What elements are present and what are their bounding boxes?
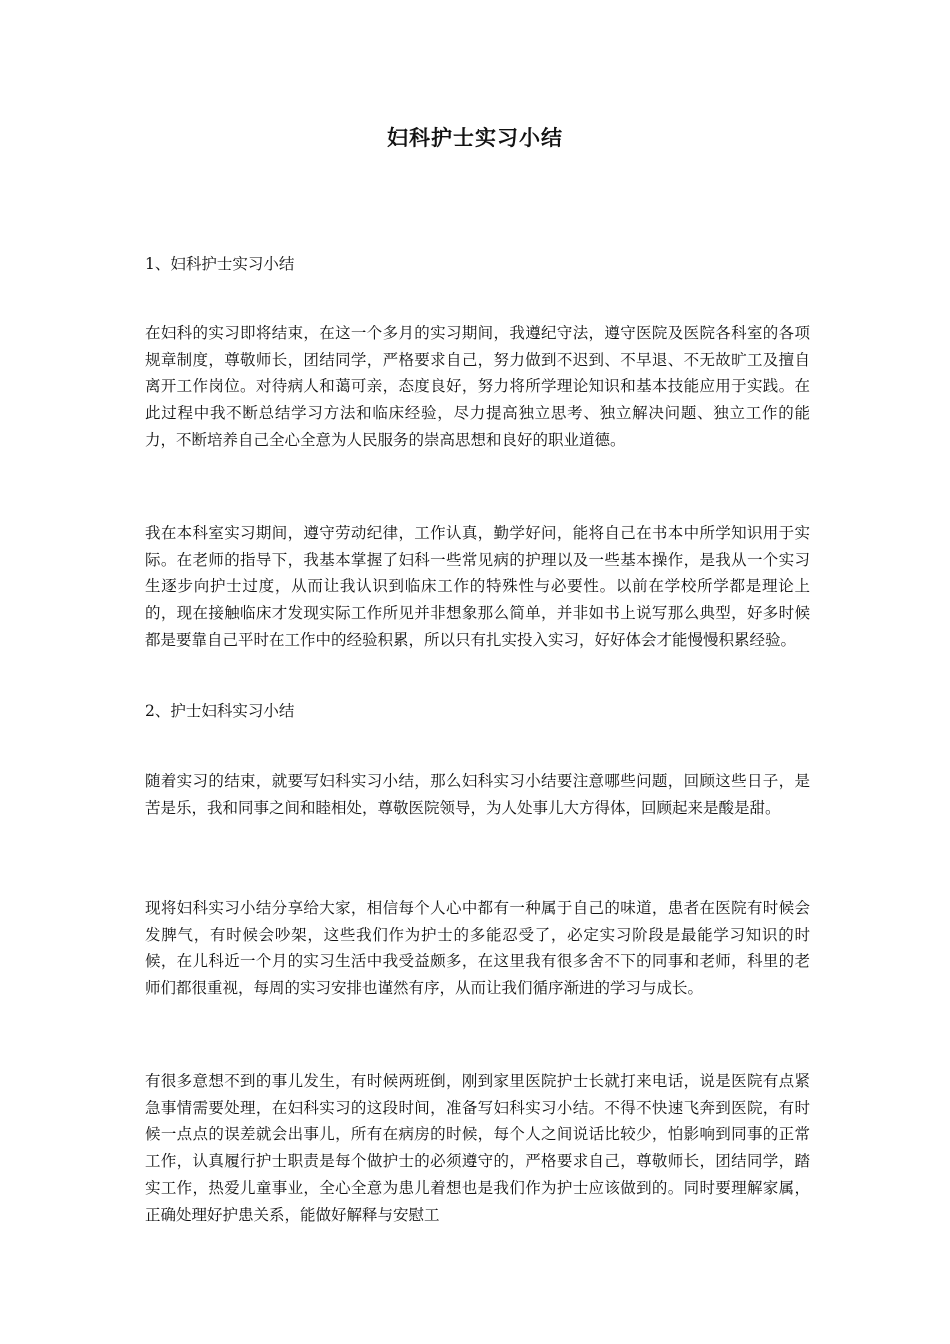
section-1-heading: 1、妇科护士实习小结 bbox=[145, 255, 295, 273]
section-2-paragraph-3: 有很多意想不到的事儿发生，有时候两班倒，刚到家里医院护士长就打来电话，说是医院有点紧急事情需要处理，在妇科实习的这段时间，准备写妇科实习小结。不得不快速飞奔到医院，有时候一点点的误差就会出事儿，所有在病房的时候，每个人之间说话比较少，怕影响到同事的正常工作，认真履行护士职责是每个做护士的必须遵守的，严格要求自己，尊敬师长，团结同学，踏实工作，热爱儿童事业，全心全意为患儿着想也是我们作为护士应该做到的。同时要理解家属，正确处理好护患关系，能做好解释与安慰工 bbox=[145, 1072, 810, 1224]
section-2-heading: 2、护士妇科实习小结 bbox=[145, 702, 295, 720]
document-title: 妇科护士实习小结 bbox=[387, 125, 563, 150]
section-2-paragraph-1: 随着实习的结束，就要写妇科实习小结，那么妇科实习小结要注意哪些问题，回顾这些日子，是苦是乐，我和同事之间和睦相处，尊敬医院领导，为人处事儿大方得体，回顾起来是酸是甜。 bbox=[145, 772, 810, 817]
section-1-paragraph-1: 在妇科的实习即将结束，在这一个多月的实习期间，我遵纪守法，遵守医院及医院各科室的各项规章制度，尊敬师长，团结同学，严格要求自己，努力做到不迟到、不早退、不无故旷工及擅自离开工作岗位。对待病人和蔼可亲，态度良好，努力将所学理论知识和基本技能应用于实践。在此过程中我不断总结学习方法和临床经验，尽力提高独立思考、独立解决问题、独立工作的能力，不断培养自己全心全意为人民服务的崇高思想和良好的职业道德。 bbox=[145, 324, 810, 449]
section-2-paragraph-2: 现将妇科实习小结分享给大家，相信每个人心中都有一种属于自己的味道，患者在医院有时候会发脾气，有时候会吵架，这些我们作为护士的多能忍受了，必定实习阶段是最能学习知识的时候，在儿科近一个月的实习生活中我受益颇多，在这里我有很多舍不下的同事和老师，科里的老师们都很重视，每周的实习安排也谨然有序，从而让我们循序渐进的学习与成长。 bbox=[145, 899, 810, 998]
section-1-paragraph-2: 我在本科室实习期间，遵守劳动纪律，工作认真，勤学好问，能将自己在书本中所学知识用于实际。在老师的指导下，我基本掌握了妇科一些常见病的护理以及一些基本操作，是我从一个实习生逐步向护士过度，从而让我认识到临床工作的特殊性与必要性。以前在学校所学都是理论上的，现在接触临床才发现实际工作所见并非想象那么简单，并非如书上说写那么典型，好多时候都是要靠自己平时在工作中的经验积累，所以只有扎实投入实习，好好体会才能慢慢积累经验。 bbox=[145, 524, 810, 649]
